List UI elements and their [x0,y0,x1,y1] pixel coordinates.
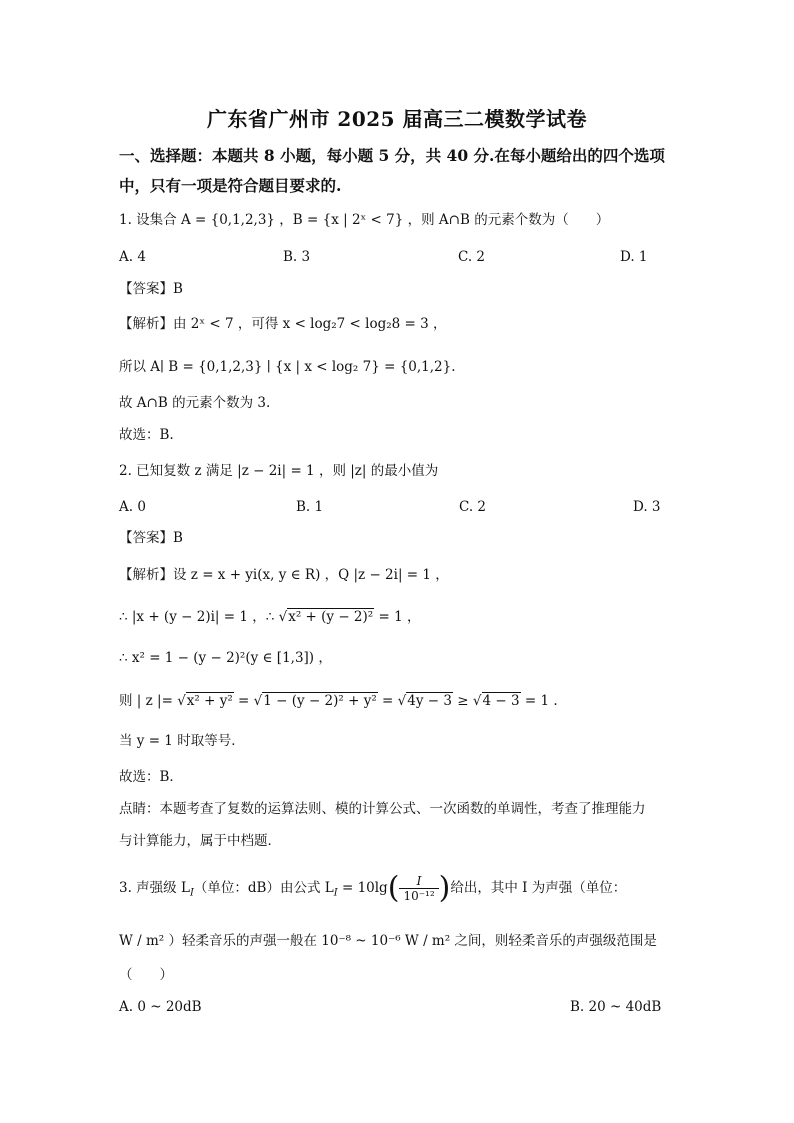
q2-option-c: C. 2 [459,499,487,515]
q2-analysis-4-radicand-1: x² + y² [186,693,233,709]
q3-stem-sub-2: I [333,887,338,899]
question-2-analysis-2 [119,607,420,627]
left-paren: ( [387,870,400,906]
q2-analysis-2-part-a: ∴ |x + (y − 2)i| = 1 ，∴ [119,609,279,625]
q3-stem-a: 3. 声强级 L [119,880,190,896]
q3-stem-sub: I [189,887,194,899]
q2-analysis-4-radicand-3: 4y − 3 [407,693,452,709]
question-3-stem-line-2: W / m² ）轻柔音乐的声强一般在 10⁻⁸ ~ 10⁻⁶ W / m² 之间，则轻柔音乐的声强级范围是 [119,933,657,949]
question-2-options [0,497,794,517]
q2-option-b: B. 1 [296,499,324,515]
exam-title: 广东省广州市 2025 届高三二模数学试卷 [206,107,588,131]
q2-analysis-4-lead: 则 | z |= [119,693,178,709]
sqrt-symbol: √ [472,693,482,709]
question-2-stem: 2. 已知复数 z 满足 |z − 2i| = 1 ，则 |z| 的最小值为 [119,463,439,479]
section-heading-line-2: 中，只有一项是符合题目要求的. [119,176,342,195]
q2-analysis-4-radicand-2: 1 − (y − 2)² + y² [263,693,377,709]
question-3-options [0,997,794,1017]
right-paren: ) [438,870,451,906]
question-1-analysis-4: 故选：B. [119,427,174,443]
q1-option-c: C. 2 [458,249,486,265]
q2-analysis-4-eq-2: = [377,693,398,709]
q1-option-d: D. 1 [620,249,648,265]
question-1-analysis-1: 【解析】由 2ˣ < 7 ，可得 x < log₂7 < log₂8 = 3 ， [119,316,447,332]
question-2-analysis-1: 【解析】设 z = x + yi(x, y ∈ R) ，Q |z − 2i| = 1 ， [119,567,449,583]
q2-analysis-4-end: = 1 . [520,693,558,709]
section-heading-line-1: 一、选择题：本题共 8 小题，每小题 5 分，共 40 分.在每小题给出的四个选项 [119,146,665,165]
q3-option-b: B. 20 ~ 40dB [570,999,662,1015]
q3-stem-c: = 10lg [337,880,388,896]
q3-fraction-denominator: 10⁻¹² [403,889,435,903]
question-3-stem-line-3: （ ） [119,967,173,983]
q2-analysis-4-eq-1: = [233,693,254,709]
question-2-analysis-3: ∴ x² = 1 − (y − 2)²(y ∈ [1,3]) ， [119,650,332,666]
q3-fraction [399,874,438,903]
q3-option-a: A. 0 ~ 20dB [119,999,202,1015]
q2-analysis-4-radicand-4: 4 − 3 [482,693,520,709]
question-2-analysis-4 [119,691,558,711]
sqrt-symbol: √ [397,693,407,709]
question-1-analysis-3: 故 A∩B 的元素个数为 3. [119,395,271,411]
sqrt-symbol: √ [177,693,186,709]
question-2-answer: 【答案】B [119,530,183,546]
q1-option-b: B. 3 [283,249,311,265]
question-1-options [0,247,794,267]
question-1-stem: 1. 设集合 A = {0,1,2,3} ，B = {x | 2ˣ < 7} ，则 A∩B 的元素个数为（ ） [119,212,610,228]
q2-option-a: A. 0 [119,499,146,515]
q3-stem-b: （单位：dB）由公式 L [193,880,334,896]
question-2-comment-1: 点睛：本题考查了复数的运算法则、模的计算公式、一次函数的单调性，考查了推理能力 [119,801,646,817]
q2-option-d: D. 3 [633,499,661,515]
sqrt-symbol: √ [253,693,263,709]
question-3-stem-line-1 [119,870,626,912]
sqrt-symbol: √ [278,609,288,625]
question-2-analysis-6: 故选：B． [119,769,183,785]
question-1-answer: 【答案】B [119,281,183,297]
q2-analysis-4-geq: ≥ [452,693,473,709]
q1-option-a: A. 4 [119,249,146,265]
q2-analysis-2-radicand: x² + (y − 2)² [288,609,374,625]
q2-analysis-2-part-b: = 1 ， [374,609,421,625]
question-1-analysis-2: 所以 A∣ B = {0,1,2,3} ∣ {x | x < log₂ 7} = {0,1,2}. [119,359,456,375]
question-2-analysis-5: 当 y = 1 时取等号． [119,733,245,749]
q3-stem-d: 给出，其中 I 为声强（单位： [450,880,627,896]
question-2-comment-2: 与计算能力，属于中档题． [119,833,281,849]
q3-fraction-numerator: I [399,874,438,889]
